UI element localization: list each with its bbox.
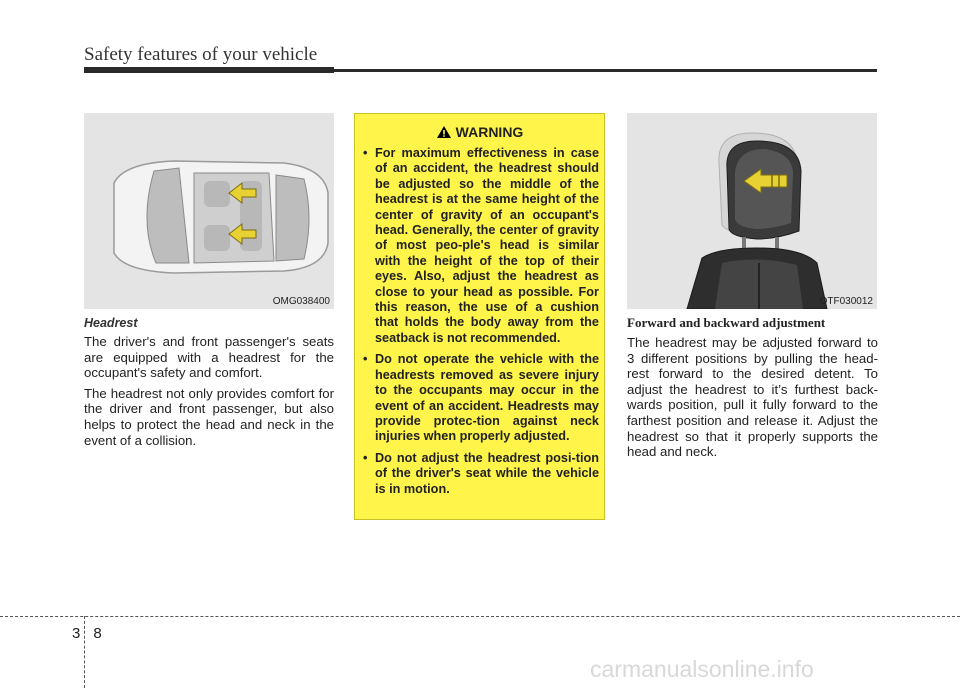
page-number-value: 8 — [93, 625, 115, 642]
warning-item — [363, 451, 599, 497]
footer-horizontal-divider — [0, 616, 960, 617]
warning-item-text: Do not operate the vehicle with the headrests removed as severe injury to the occupants may occur in the event of an accident. Headrests may provide protec-tion against neck injuries when properly adjusted. — [375, 352, 599, 444]
bullet: • — [363, 450, 368, 465]
header-title: Safety features of your vehicle — [84, 44, 318, 65]
warning-item — [363, 146, 599, 346]
warning-list — [363, 146, 599, 503]
warning-item — [363, 352, 599, 444]
paragraph: The headrest may be adjusted forward to 3 different positions by pulling the head-rest forward to the desired detent. To adjust the headrest to it’s furthest back-wards position, pull it fully forward to the farthest position and release it. Adjust the headrest so that it properly supports the head and neck. — [627, 335, 878, 460]
warning-heading — [355, 124, 604, 140]
right-column — [627, 315, 878, 465]
chapter-number: 3 — [72, 625, 94, 642]
watermark: carmanualsonline.info — [590, 656, 814, 682]
paragraph: The driver's and front passenger's seats are equipped with a headrest for the occupant's safety and comfort. — [84, 334, 334, 381]
section-subtitle: Forward and backward adjustment — [627, 315, 826, 330]
arrow-lower-icon — [84, 113, 334, 309]
warning-item-text: For maximum effectiveness in case of an accident, the headrest should be adjusted so the middle of the headrest is at the same height of the center of gravity of an occupant's head. Generally, the center of gravity of most peo-ple's head is similar with the height of the top of their eyes. Also, adjust the headrest as close to your head as possible. For this reason, the use of a cushion that holds the body away from the seatback is not recommended. — [375, 146, 599, 345]
figure-code: OTF030012 — [819, 296, 873, 307]
page-number — [72, 625, 115, 642]
paragraph: The headrest not only provides comfort for the driver and front passenger, but also helps to protect the head and neck in the event of a collision. — [84, 385, 334, 448]
warning-triangle-icon — [436, 125, 452, 139]
section-subtitle: Headrest — [84, 316, 138, 330]
headrest-figure — [627, 113, 877, 309]
warning-box — [354, 113, 605, 520]
bullet: • — [363, 352, 368, 367]
bullet: • — [363, 146, 368, 160]
left-column — [84, 316, 334, 453]
warning-title: WARNING — [455, 124, 524, 140]
arrow-forward-icon — [627, 113, 877, 309]
header-rule-accent — [84, 67, 334, 73]
warning-item-text: Do not adjust the headrest posi-tion of the driver's seat while the vehicle is in motion. — [375, 450, 599, 496]
figure-code: OMG038400 — [272, 296, 330, 307]
car-topview-figure — [84, 113, 334, 309]
